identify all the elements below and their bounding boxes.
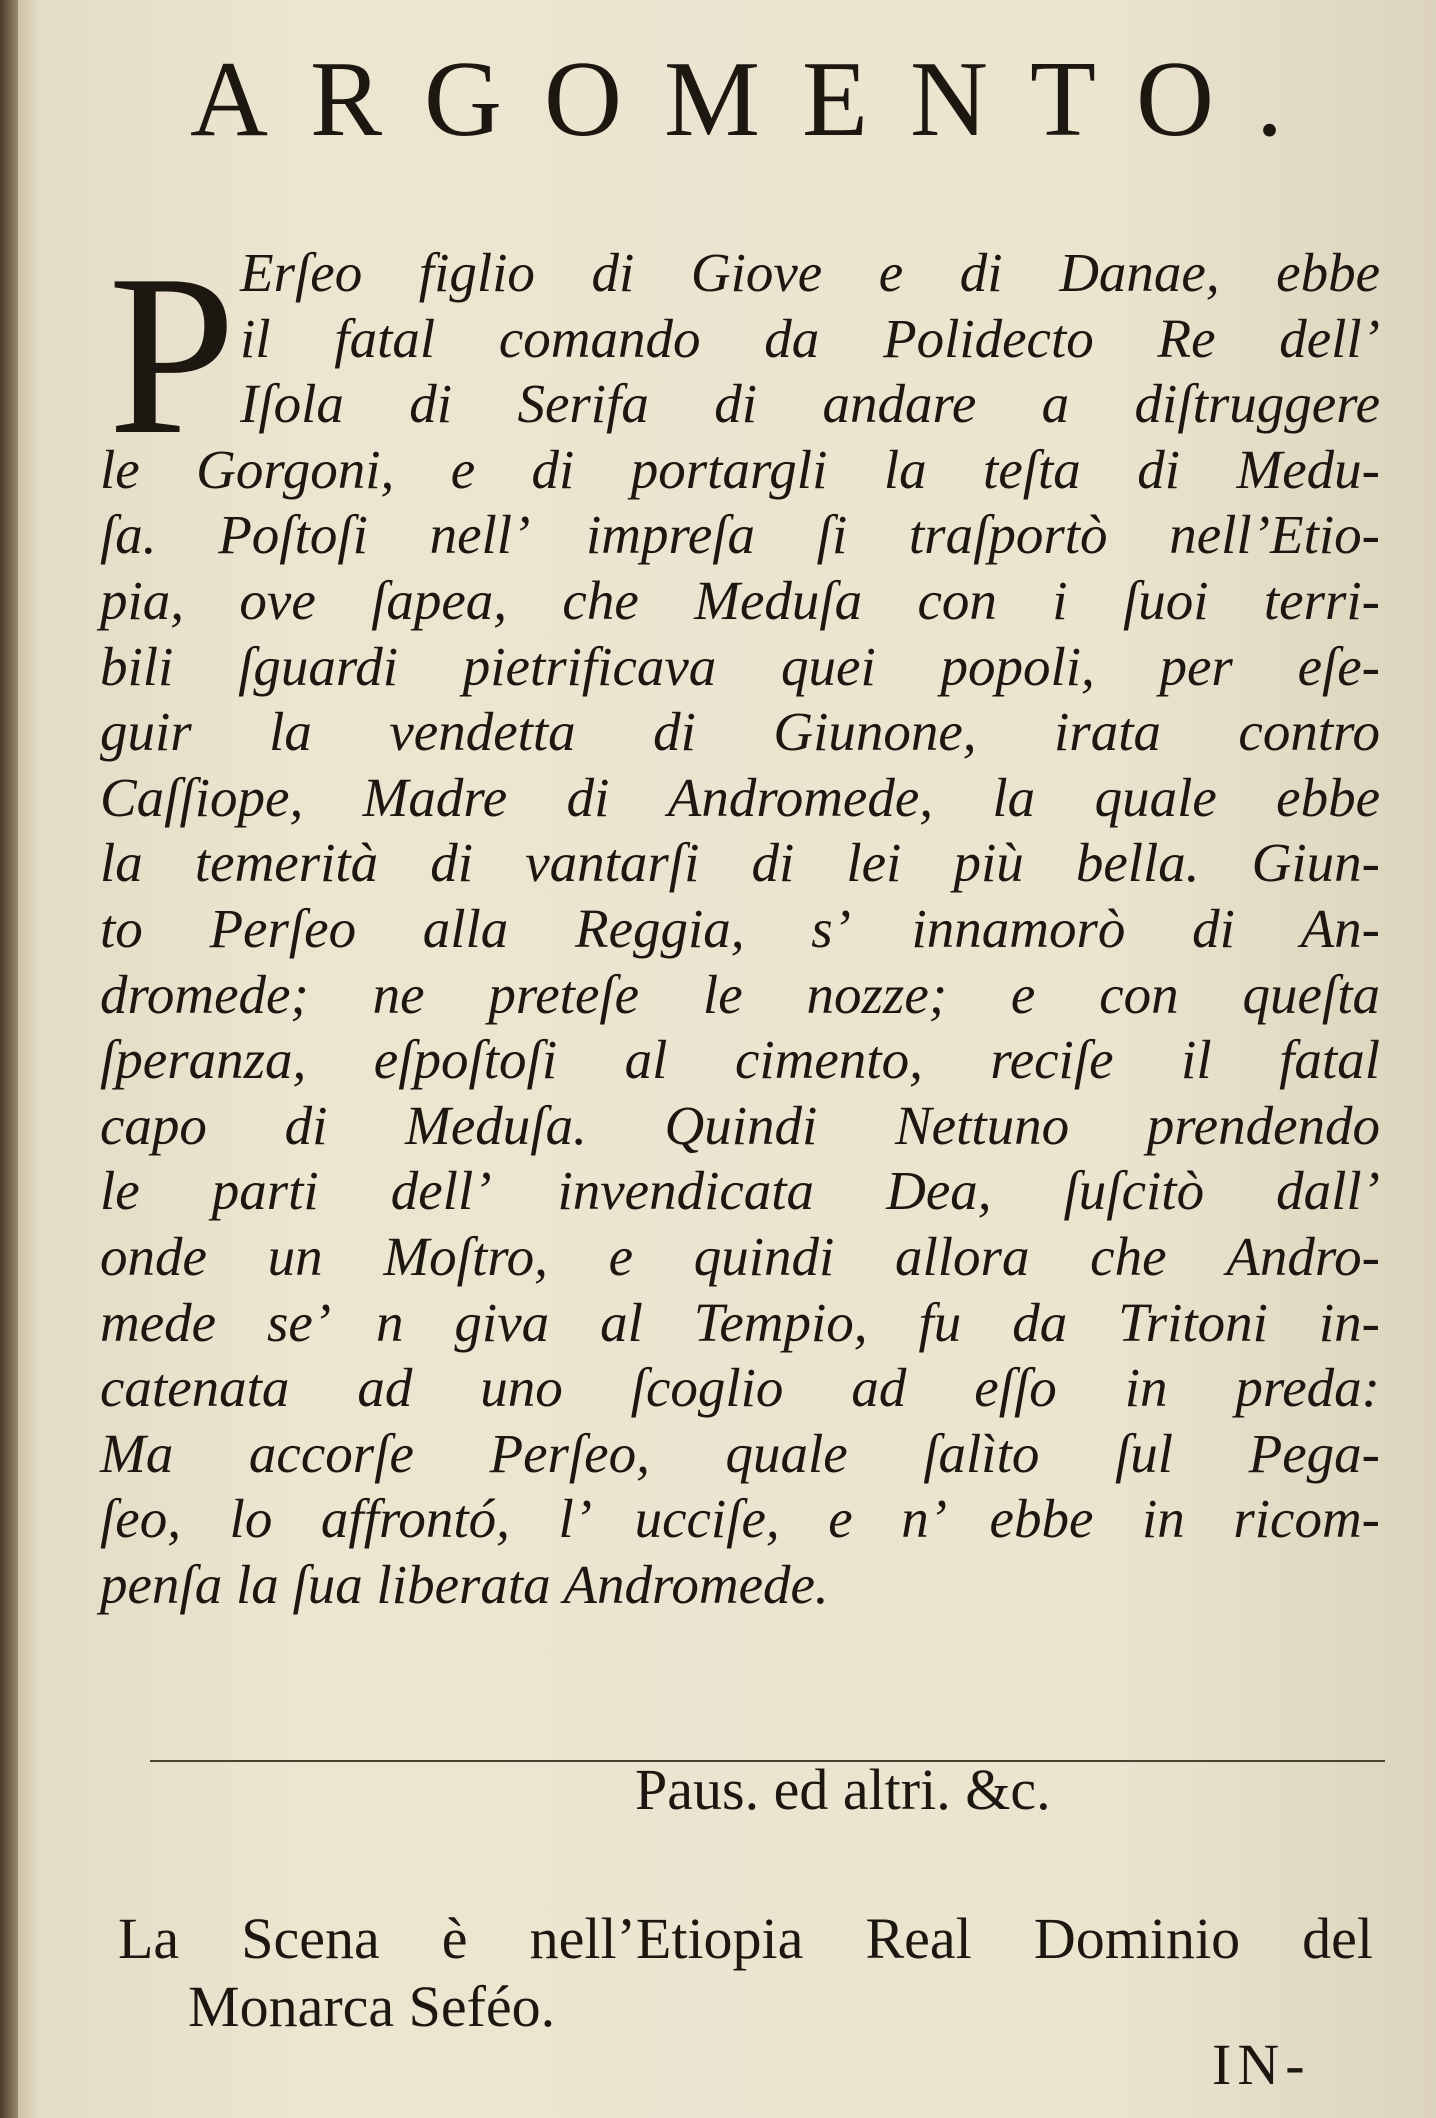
text-line-12: dromede; ne preteſe le nozze; e con queſta [100, 963, 1380, 1025]
scene-line-2: Monarca Seféo. [188, 1974, 556, 2039]
text-line-1: Erſeo figlio di Giove e di Danae, ebbe [240, 242, 1380, 303]
text-line-7: bili ſguardi pietrificava quei popoli, per eſe- [100, 635, 1380, 697]
scene-line-1: La Scena è nell’Etiopia Real Dominio del [118, 1906, 1373, 1971]
catchword: IN- [1212, 2032, 1311, 2097]
book-spine-shadow [0, 0, 18, 2118]
text-line-18: catenata ad uno ſcoglio ad eſſo in preda: [100, 1357, 1380, 1419]
scene-note [118, 1905, 1373, 2041]
argument-text [100, 227, 1380, 1617]
text-line-3: Iſola di Serifa di andare a diſtruggere [240, 373, 1380, 435]
text-line-5: ſa. Poſtoſi nell’ impreſa ſi traſportò nell’Etio- [100, 504, 1380, 566]
text-line-2: il fatal comando da Polidecto Re dell’ [240, 307, 1380, 369]
page-heading: ARGOMENTO. [190, 40, 1326, 159]
text-line-19: Ma accorſe Perſeo, quale ſalìto ſul Pega- [100, 1422, 1380, 1484]
text-line-9: Caſſiope, Madre di Andromede, la quale ebbe [100, 766, 1380, 828]
drop-capital: P [108, 227, 236, 482]
text-line-14: capo di Meduſa. Quindi Nettuno prendendo [100, 1094, 1380, 1156]
text-line-15: le parti dell’ invendicata Dea, ſuſcitò dall’ [100, 1160, 1380, 1222]
text-line-20: ſeo, lo affrontó, l’ ucciſe, e n’ ebbe in ricom- [100, 1488, 1380, 1550]
text-line-13: ſperanza, eſpoſtoſi al cimento, reciſe il fatal [100, 1029, 1380, 1091]
text-line-11: to Perſeo alla Reggia, s’ innamorò di An- [100, 897, 1380, 959]
text-line-10: la temerità di vantarſi di lei più bella. Giun- [100, 832, 1380, 894]
text-line-16: onde un Moſtro, e quindi allora che Andro- [100, 1225, 1380, 1287]
text-line-17: mede se’ n giva al Tempio, fu da Tritoni in- [100, 1291, 1380, 1353]
text-line-21: penſa la ſua liberata Andromede. [100, 1553, 829, 1615]
text-line-6: pia, ove ſapea, che Meduſa con i ſuoi terri- [100, 569, 1380, 631]
source-citation: Paus. ed altri. &c. [635, 1757, 1051, 1822]
text-line-8: guir la vendetta di Giunone, irata contro [100, 701, 1380, 763]
text-line-4: le Gorgoni, e di portargli la teſta di Medu- [100, 438, 1380, 500]
